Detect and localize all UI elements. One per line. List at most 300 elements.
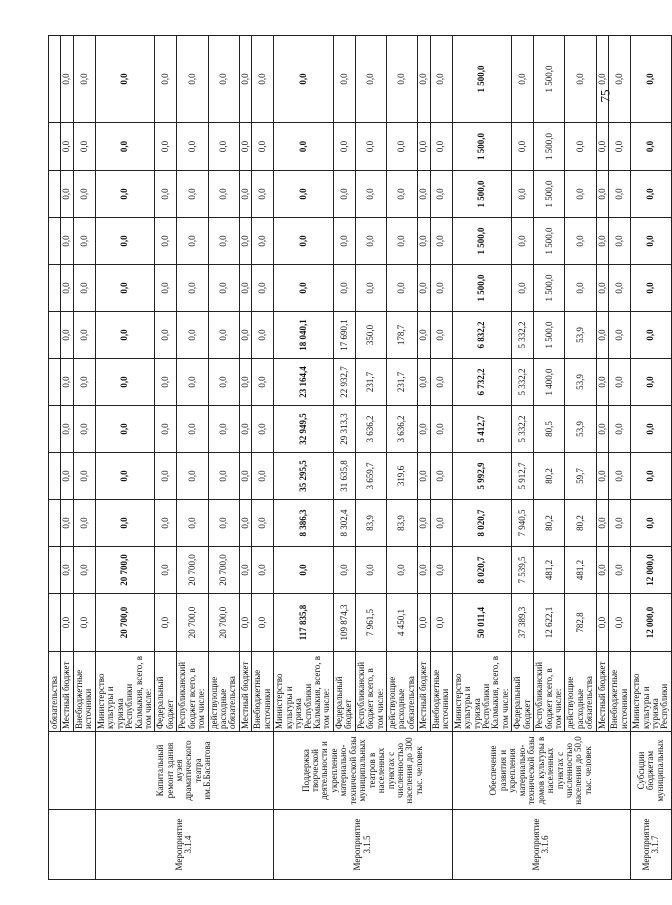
amount-cell: 8 020,7 xyxy=(452,547,512,594)
amount-cell: 7 940,5 xyxy=(512,500,534,547)
amount-cell: 0,0 xyxy=(631,171,672,218)
amount-cell: 0,0 xyxy=(596,218,608,265)
amount-cell: 0,0 xyxy=(596,36,608,123)
amount-cell: 319,6 xyxy=(387,453,418,500)
amount-cell: 0,0 xyxy=(252,123,274,171)
amount-cell: 0,0 xyxy=(609,453,631,500)
amount-cell: 0,0 xyxy=(609,36,631,123)
amount-cell: 0,0 xyxy=(155,36,177,123)
amount-cell: 0,0 xyxy=(61,171,73,218)
amount-cell: 0,0 xyxy=(177,500,208,547)
rotated-table-area xyxy=(48,35,670,880)
amount-cell: 4 450,1 xyxy=(387,594,418,652)
amount-cell: 0,0 xyxy=(631,500,672,547)
amount-cell: 0,0 xyxy=(596,453,608,500)
amount-cell: 1 500,0 xyxy=(452,36,512,123)
amount-cell: 0,0 xyxy=(73,265,95,312)
amount-cell: 0,0 xyxy=(609,547,631,594)
amount-cell: 0,0 xyxy=(355,547,386,594)
measure-number-cell: Мероприятие 3.1.6 xyxy=(452,810,630,880)
amount-cell: 0,0 xyxy=(177,453,208,500)
amount-cell: 0,0 xyxy=(609,594,631,652)
amount-cell: 0,0 xyxy=(95,123,155,171)
amount-cell: 1 500,0 xyxy=(534,218,565,265)
amount-cell: 0,0 xyxy=(430,453,452,500)
amount-cell xyxy=(49,406,61,453)
amount-cell: 0,0 xyxy=(95,265,155,312)
measure-number-cell: Мероприятие 3.1.5 xyxy=(274,810,452,880)
measure-title-cell: Капитальный ремонт здания музея драматического театра им.Б.Басангова xyxy=(95,732,273,810)
amount-cell: 0,0 xyxy=(631,453,672,500)
measure-title-cell: Обеспечение развития и укрепления материально-технической базы домов культуры в населенных пунктах с численностью населения до 50,0 тыс. человек xyxy=(452,732,630,810)
amount-cell: 0,0 xyxy=(418,312,430,359)
amount-cell: 0,0 xyxy=(252,594,274,652)
amount-cell: 0,0 xyxy=(355,36,386,123)
amount-cell: 0,0 xyxy=(274,265,334,312)
measure-title-cell xyxy=(49,732,96,810)
amount-cell: 0,0 xyxy=(177,406,208,453)
amount-cell: 0,0 xyxy=(177,123,208,171)
amount-cell: 8 302,4 xyxy=(333,500,355,547)
amount-cell: 0,0 xyxy=(418,359,430,406)
amount-cell: 0,0 xyxy=(333,123,355,171)
funding-source-cell: Федеральный бюджет xyxy=(333,652,355,732)
amount-cell: 53,9 xyxy=(565,359,596,406)
amount-cell: 53,9 xyxy=(565,406,596,453)
amount-cell: 12 000,0 xyxy=(631,594,672,652)
amount-cell: 0,0 xyxy=(61,265,73,312)
amount-cell: 0,0 xyxy=(239,406,251,453)
amount-cell: 83,9 xyxy=(355,500,386,547)
amount-cell: 0,0 xyxy=(61,123,73,171)
amount-cell: 0,0 xyxy=(565,265,596,312)
amount-cell: 0,0 xyxy=(355,123,386,171)
amount-cell: 0,0 xyxy=(155,594,177,652)
amount-cell: 0,0 xyxy=(239,547,251,594)
amount-cell: 0,0 xyxy=(252,453,274,500)
amount-cell: 0,0 xyxy=(95,312,155,359)
amount-cell: 0,0 xyxy=(73,36,95,123)
amount-cell: 0,0 xyxy=(418,406,430,453)
amount-cell: 53,9 xyxy=(565,312,596,359)
amount-cell: 0,0 xyxy=(596,500,608,547)
amount-cell: 0,0 xyxy=(355,265,386,312)
amount-cell: 1 400,0 xyxy=(534,359,565,406)
amount-cell: 0,0 xyxy=(609,312,631,359)
amount-cell xyxy=(49,547,61,594)
amount-cell: 0,0 xyxy=(73,171,95,218)
amount-cell: 0,0 xyxy=(333,171,355,218)
amount-cell: 0,0 xyxy=(430,359,452,406)
amount-cell: 0,0 xyxy=(512,36,534,123)
amount-cell: 7 539,5 xyxy=(512,547,534,594)
amount-cell: 0,0 xyxy=(61,547,73,594)
amount-cell: 0,0 xyxy=(252,312,274,359)
funding-source-cell: Внебюджетные источники xyxy=(73,652,95,732)
amount-cell: 0,0 xyxy=(430,594,452,652)
amount-cell: 23 164,4 xyxy=(274,359,334,406)
amount-cell: 0,0 xyxy=(177,312,208,359)
amount-cell: 0,0 xyxy=(73,123,95,171)
table-row xyxy=(49,36,61,880)
budget-table-sheet xyxy=(48,35,670,880)
amount-cell: 1 500,0 xyxy=(534,312,565,359)
amount-cell: 0,0 xyxy=(155,123,177,171)
amount-cell: 0,0 xyxy=(73,312,95,359)
amount-cell: 0,0 xyxy=(208,171,239,218)
funding-source-cell: действующие расходные обязательства xyxy=(208,652,239,732)
amount-cell: 0,0 xyxy=(387,265,418,312)
amount-cell: 0,0 xyxy=(333,547,355,594)
amount-cell: 0,0 xyxy=(274,36,334,123)
amount-cell xyxy=(49,312,61,359)
amount-cell: 1 500,0 xyxy=(534,265,565,312)
amount-cell: 0,0 xyxy=(430,547,452,594)
funding-source-cell: Внебюджетные источники xyxy=(252,652,274,732)
amount-cell: 0,0 xyxy=(609,123,631,171)
funding-source-cell: действующие расходные обязательства xyxy=(565,652,596,732)
amount-cell: 0,0 xyxy=(239,359,251,406)
amount-cell: 1 500,0 xyxy=(452,123,512,171)
amount-cell: 0,0 xyxy=(73,547,95,594)
amount-cell: 0,0 xyxy=(609,218,631,265)
amount-cell: 0,0 xyxy=(95,218,155,265)
amount-cell: 0,0 xyxy=(239,500,251,547)
funding-source-cell: Местный бюджет xyxy=(418,652,430,732)
funding-source-cell: Федеральный бюджет xyxy=(155,652,177,732)
amount-cell: 0,0 xyxy=(333,218,355,265)
amount-cell: 0,0 xyxy=(631,265,672,312)
amount-cell: 0,0 xyxy=(512,171,534,218)
amount-cell: 1 500,0 xyxy=(534,36,565,123)
amount-cell: 80,2 xyxy=(534,500,565,547)
amount-cell: 1 500,0 xyxy=(534,123,565,171)
amount-cell: 5 412,7 xyxy=(452,406,512,453)
amount-cell: 17 690,1 xyxy=(333,312,355,359)
funding-source-cell: Местный бюджет xyxy=(239,652,251,732)
table-row xyxy=(631,36,672,880)
amount-cell: 0,0 xyxy=(430,265,452,312)
amount-cell: 3 636,2 xyxy=(355,406,386,453)
amount-cell: 0,0 xyxy=(239,171,251,218)
amount-cell: 0,0 xyxy=(430,500,452,547)
amount-cell: 0,0 xyxy=(155,171,177,218)
amount-cell: 0,0 xyxy=(631,312,672,359)
amount-cell: 83,9 xyxy=(387,500,418,547)
amount-cell: 117 835,8 xyxy=(274,594,334,652)
amount-cell: 0,0 xyxy=(208,218,239,265)
amount-cell: 350,0 xyxy=(355,312,386,359)
amount-cell: 0,0 xyxy=(208,453,239,500)
amount-cell: 0,0 xyxy=(387,218,418,265)
amount-cell: 0,0 xyxy=(512,218,534,265)
amount-cell: 0,0 xyxy=(418,218,430,265)
amount-cell: 20 700,0 xyxy=(177,594,208,652)
amount-cell xyxy=(49,265,61,312)
funding-source-cell: Республиканский бюджет всего, в том числе: xyxy=(355,652,386,732)
amount-cell: 6 732,2 xyxy=(452,359,512,406)
amount-cell: 0,0 xyxy=(430,218,452,265)
amount-cell: 0,0 xyxy=(565,218,596,265)
amount-cell: 0,0 xyxy=(95,500,155,547)
amount-cell: 0,0 xyxy=(95,36,155,123)
amount-cell: 0,0 xyxy=(430,312,452,359)
amount-cell xyxy=(49,453,61,500)
funding-source-cell: Министерство культуры и туризма Республики Калмыкия, всего, в том числе: xyxy=(274,652,334,732)
amount-cell: 0,0 xyxy=(274,547,334,594)
amount-cell: 31 635,8 xyxy=(333,453,355,500)
amount-cell: 0,0 xyxy=(596,171,608,218)
amount-cell: 0,0 xyxy=(155,218,177,265)
amount-cell: 0,0 xyxy=(73,406,95,453)
amount-cell: 0,0 xyxy=(609,406,631,453)
amount-cell: 37 389,3 xyxy=(512,594,534,652)
amount-cell: 0,0 xyxy=(596,123,608,171)
amount-cell: 5 332,2 xyxy=(512,406,534,453)
amount-cell: 231,7 xyxy=(387,359,418,406)
amount-cell: 0,0 xyxy=(430,36,452,123)
amount-cell: 0,0 xyxy=(61,453,73,500)
amount-cell: 0,0 xyxy=(418,123,430,171)
amount-cell: 32 949,5 xyxy=(274,406,334,453)
amount-cell: 0,0 xyxy=(73,359,95,406)
amount-cell: 0,0 xyxy=(418,594,430,652)
amount-cell: 0,0 xyxy=(252,171,274,218)
amount-cell: 0,0 xyxy=(239,265,251,312)
table-row xyxy=(274,36,334,880)
table-row xyxy=(95,36,155,880)
amount-cell: 0,0 xyxy=(61,36,73,123)
amount-cell: 0,0 xyxy=(61,312,73,359)
amount-cell xyxy=(49,36,61,123)
amount-cell: 0,0 xyxy=(596,547,608,594)
measure-number-cell: Мероприятие 3.1.7 xyxy=(631,810,672,880)
funding-source-cell: действующие расходные обязательства xyxy=(387,652,418,732)
amount-cell: 12 622,1 xyxy=(534,594,565,652)
amount-cell: 59,7 xyxy=(565,453,596,500)
amount-cell: 0,0 xyxy=(631,406,672,453)
amount-cell: 0,0 xyxy=(596,312,608,359)
amount-cell: 0,0 xyxy=(95,453,155,500)
measure-number-cell xyxy=(49,810,96,880)
amount-cell: 0,0 xyxy=(155,312,177,359)
amount-cell: 109 874,3 xyxy=(333,594,355,652)
amount-cell: 0,0 xyxy=(387,171,418,218)
amount-cell: 0,0 xyxy=(73,500,95,547)
amount-cell: 0,0 xyxy=(430,406,452,453)
amount-cell: 7 961,5 xyxy=(355,594,386,652)
amount-cell: 22 932,7 xyxy=(333,359,355,406)
amount-cell: 1 500,0 xyxy=(534,171,565,218)
funding-source-cell: Республиканский бюджет всего, в том числе: xyxy=(534,652,565,732)
amount-cell: 50 011,4 xyxy=(452,594,512,652)
amount-cell xyxy=(49,171,61,218)
amount-cell: 3 636,2 xyxy=(387,406,418,453)
amount-cell: 0,0 xyxy=(177,36,208,123)
amount-cell: 0,0 xyxy=(208,265,239,312)
amount-cell: 0,0 xyxy=(252,265,274,312)
amount-cell: 0,0 xyxy=(355,171,386,218)
amount-cell: 0,0 xyxy=(596,359,608,406)
amount-cell: 0,0 xyxy=(252,547,274,594)
measure-number-cell: Мероприятие 3.1.4 xyxy=(95,810,273,880)
amount-cell: 18 040,1 xyxy=(274,312,334,359)
amount-cell: 8 386,3 xyxy=(274,500,334,547)
amount-cell: 0,0 xyxy=(252,406,274,453)
amount-cell: 0,0 xyxy=(155,500,177,547)
amount-cell: 0,0 xyxy=(239,453,251,500)
amount-cell: 0,0 xyxy=(61,500,73,547)
amount-cell: 1 500,0 xyxy=(452,171,512,218)
amount-cell: 178,7 xyxy=(387,312,418,359)
amount-cell: 0,0 xyxy=(95,171,155,218)
amount-cell: 0,0 xyxy=(418,547,430,594)
amount-cell: 0,0 xyxy=(61,218,73,265)
amount-cell: 0,0 xyxy=(631,218,672,265)
page-number: 75 xyxy=(597,89,613,103)
amount-cell: 0,0 xyxy=(609,359,631,406)
amount-cell: 0,0 xyxy=(418,36,430,123)
amount-cell: 29 313,3 xyxy=(333,406,355,453)
funding-source-cell: Министерство культуры и туризма Республики xyxy=(631,652,672,732)
funding-source-cell: Внебюджетные источники xyxy=(609,652,631,732)
budget-table-body xyxy=(49,36,672,880)
funding-source-cell: Федеральный бюджет xyxy=(512,652,534,732)
amount-cell: 0,0 xyxy=(631,123,672,171)
amount-cell: 481,2 xyxy=(534,547,565,594)
amount-cell: 5 332,2 xyxy=(512,312,534,359)
amount-cell: 0,0 xyxy=(252,359,274,406)
amount-cell: 8 020,7 xyxy=(452,500,512,547)
amount-cell: 0,0 xyxy=(609,171,631,218)
amount-cell: 0,0 xyxy=(418,453,430,500)
amount-cell: 0,0 xyxy=(177,359,208,406)
amount-cell: 0,0 xyxy=(631,359,672,406)
amount-cell: 0,0 xyxy=(418,265,430,312)
amount-cell: 0,0 xyxy=(208,500,239,547)
amount-cell xyxy=(49,594,61,652)
amount-cell: 0,0 xyxy=(239,123,251,171)
funding-source-cell: Местный бюджет xyxy=(61,652,73,732)
amount-cell: 5 332,2 xyxy=(512,359,534,406)
amount-cell: 0,0 xyxy=(95,406,155,453)
amount-cell: 80,5 xyxy=(534,406,565,453)
amount-cell: 5 912,7 xyxy=(512,453,534,500)
amount-cell: 20 700,0 xyxy=(208,547,239,594)
amount-cell: 80,2 xyxy=(565,500,596,547)
amount-cell: 6 832,2 xyxy=(452,312,512,359)
amount-cell: 481,2 xyxy=(565,547,596,594)
funding-source-cell: Республиканский бюджет всего, в том числе: xyxy=(177,652,208,732)
measure-title-cell: Субсидии бюджетам муниципальных xyxy=(631,732,672,810)
amount-cell: 0,0 xyxy=(73,594,95,652)
funding-source-cell: обязательства xyxy=(49,652,61,732)
amount-cell: 0,0 xyxy=(155,359,177,406)
amount-cell xyxy=(49,218,61,265)
amount-cell: 0,0 xyxy=(512,123,534,171)
amount-cell: 20 700,0 xyxy=(177,547,208,594)
amount-cell: 0,0 xyxy=(565,171,596,218)
amount-cell: 0,0 xyxy=(512,265,534,312)
funding-source-cell: Местный бюджет xyxy=(596,652,608,732)
amount-cell: 0,0 xyxy=(596,594,608,652)
amount-cell: 20 700,0 xyxy=(208,594,239,652)
measure-title-cell: Поддержка творческой деятельности и укрепление материально-технической базы муниципальных театров в населенных пунктах с численностью населения до 300 тыс. человек xyxy=(274,732,452,810)
amount-cell: 0,0 xyxy=(208,312,239,359)
budget-table xyxy=(48,35,672,880)
amount-cell: 0,0 xyxy=(430,171,452,218)
amount-cell: 0,0 xyxy=(565,36,596,123)
amount-cell: 0,0 xyxy=(73,218,95,265)
amount-cell: 0,0 xyxy=(177,171,208,218)
amount-cell: 782,8 xyxy=(565,594,596,652)
amount-cell: 0,0 xyxy=(418,171,430,218)
amount-cell: 35 295,5 xyxy=(274,453,334,500)
amount-cell xyxy=(49,123,61,171)
amount-cell: 0,0 xyxy=(609,265,631,312)
funding-source-cell: Внебюджетные источники xyxy=(430,652,452,732)
funding-source-cell: Министерство культуры и туризма Республики Калмыкия, всего, в том числе: xyxy=(95,652,155,732)
amount-cell: 1 500,0 xyxy=(452,218,512,265)
amount-cell: 0,0 xyxy=(274,218,334,265)
amount-cell: 0,0 xyxy=(155,453,177,500)
amount-cell: 0,0 xyxy=(239,36,251,123)
amount-cell: 20 700,0 xyxy=(95,594,155,652)
amount-cell: 80,2 xyxy=(534,453,565,500)
amount-cell: 0,0 xyxy=(355,218,386,265)
amount-cell: 12 000,0 xyxy=(631,547,672,594)
amount-cell xyxy=(49,359,61,406)
amount-cell: 20 700,0 xyxy=(95,547,155,594)
amount-cell: 0,0 xyxy=(274,171,334,218)
amount-cell: 0,0 xyxy=(387,547,418,594)
amount-cell: 0,0 xyxy=(239,312,251,359)
amount-cell: 0,0 xyxy=(252,218,274,265)
amount-cell: 0,0 xyxy=(333,36,355,123)
amount-cell: 0,0 xyxy=(596,406,608,453)
amount-cell: 0,0 xyxy=(208,359,239,406)
amount-cell: 0,0 xyxy=(596,265,608,312)
amount-cell: 0,0 xyxy=(73,453,95,500)
amount-cell: 0,0 xyxy=(177,218,208,265)
amount-cell: 0,0 xyxy=(418,500,430,547)
amount-cell xyxy=(49,500,61,547)
amount-cell: 0,0 xyxy=(333,265,355,312)
amount-cell: 0,0 xyxy=(177,265,208,312)
funding-source-cell: Министерство культуры и туризма Республики Калмыкия, всего, в том числе: xyxy=(452,652,512,732)
amount-cell: 3 659,7 xyxy=(355,453,386,500)
amount-cell: 0,0 xyxy=(155,265,177,312)
amount-cell: 0,0 xyxy=(274,123,334,171)
amount-cell: 0,0 xyxy=(239,594,251,652)
amount-cell: 0,0 xyxy=(61,406,73,453)
amount-cell: 0,0 xyxy=(208,406,239,453)
amount-cell: 0,0 xyxy=(239,218,251,265)
amount-cell: 0,0 xyxy=(565,123,596,171)
table-row xyxy=(452,36,512,880)
amount-cell: 0,0 xyxy=(387,36,418,123)
amount-cell: 0,0 xyxy=(155,406,177,453)
amount-cell: 0,0 xyxy=(95,359,155,406)
amount-cell: 0,0 xyxy=(252,36,274,123)
amount-cell: 0,0 xyxy=(430,123,452,171)
amount-cell: 0,0 xyxy=(208,123,239,171)
amount-cell: 0,0 xyxy=(155,547,177,594)
amount-cell: 0,0 xyxy=(387,123,418,171)
amount-cell: 0,0 xyxy=(61,594,73,652)
amount-cell: 1 500,0 xyxy=(452,265,512,312)
amount-cell: 231,7 xyxy=(355,359,386,406)
